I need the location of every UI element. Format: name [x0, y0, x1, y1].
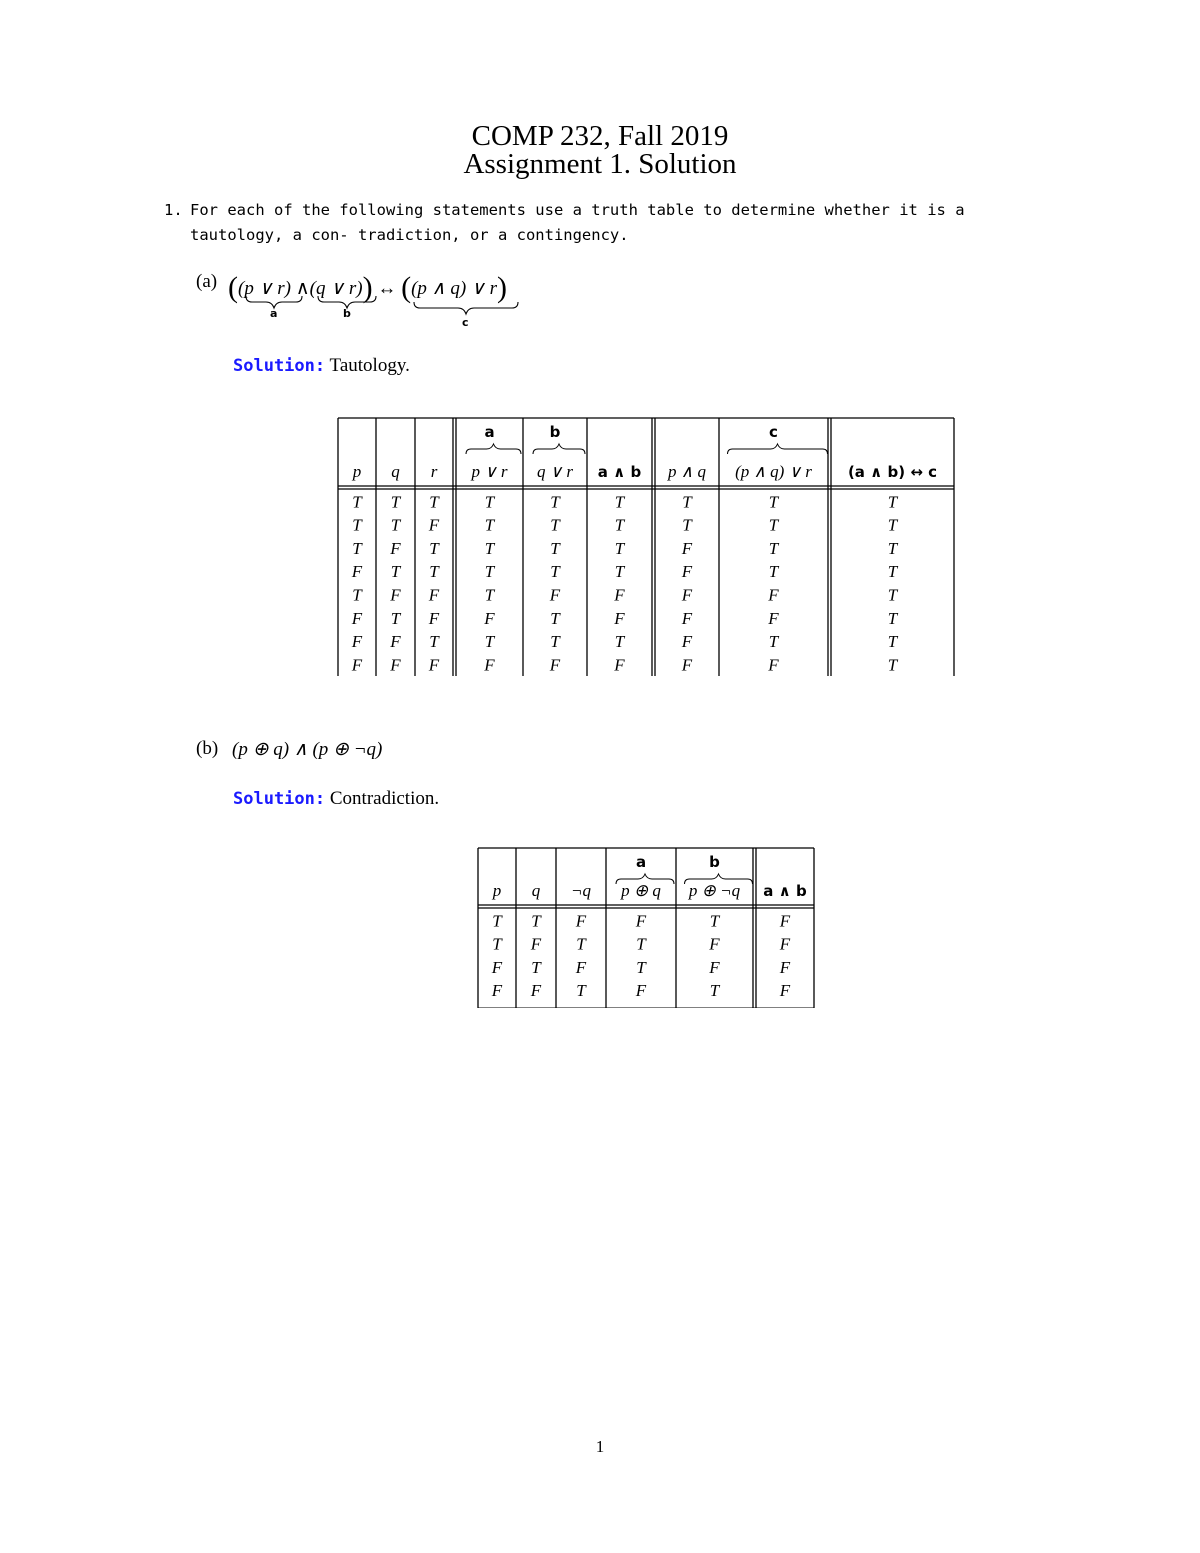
table-cell: F — [390, 655, 401, 675]
part-b-label: (b) — [196, 738, 219, 759]
table-cell: F — [768, 608, 779, 628]
brace-label-a: a — [270, 307, 278, 320]
table-cell: T — [636, 934, 646, 954]
table-cell: T — [576, 981, 586, 1001]
table-cell: T — [768, 515, 779, 535]
table-cell: F — [575, 911, 587, 931]
table-cell: F — [428, 608, 440, 628]
truth-table-a — [330, 410, 960, 676]
solution-text: Tautology. — [329, 355, 410, 376]
table-cell: T — [484, 538, 495, 558]
table-cell: F — [351, 632, 363, 652]
column-header: p ∨ r — [471, 462, 508, 481]
table-cell: T — [484, 632, 495, 652]
table-cell: T — [390, 492, 401, 512]
table-cell: T — [614, 632, 625, 652]
brace-label-b: b — [343, 307, 351, 320]
table-cell: F — [390, 585, 401, 605]
page-number: 1 — [595, 1437, 605, 1456]
column-header: r — [430, 462, 438, 481]
table-cell: T — [614, 538, 625, 558]
table-cell: T — [390, 608, 401, 628]
table-cell: T — [429, 538, 439, 558]
table-cell: F — [681, 632, 693, 652]
table-cell: F — [530, 934, 542, 954]
table-cell: F — [681, 655, 693, 675]
part-b-expression: (p ⊕ q) ∧ (p ⊕ ¬q) — [232, 739, 383, 760]
table-cell: T — [550, 538, 560, 558]
solution-text: Contradiction. — [329, 788, 440, 809]
table-cell: F — [681, 585, 693, 605]
table-cell: T — [352, 585, 362, 605]
brace-label-c: c — [462, 316, 469, 329]
expr-iff: ↔ — [377, 278, 397, 299]
table-cell: F — [709, 934, 720, 954]
table-cell: F — [390, 632, 401, 652]
column-header: ¬q — [571, 881, 591, 900]
column-group-label: c — [769, 423, 778, 441]
part-a-expression: ((p ∨ r) ∧(q ∨ r)) ↔ ((p ∧ q) ∨ r) — [228, 271, 507, 304]
table-cell: T — [887, 515, 898, 535]
table-cell: F — [768, 585, 779, 605]
table-cell: T — [352, 492, 362, 512]
table-cell: F — [681, 608, 693, 628]
part-b-solution — [233, 788, 439, 810]
table-cell: F — [779, 911, 791, 931]
table-cell: T — [531, 957, 541, 977]
column-group-label: b — [709, 853, 720, 871]
table-cell: T — [887, 562, 898, 582]
column-header: p ⊕ ¬q — [688, 881, 741, 900]
table-cell: F — [484, 655, 495, 675]
table-cell: F — [635, 911, 647, 931]
table-cell: F — [709, 957, 720, 977]
document-subtitle: Assignment 1. Solution — [463, 148, 737, 180]
column-group-label: b — [549, 423, 561, 441]
overbrace — [728, 444, 828, 454]
table-cell: F — [549, 655, 561, 675]
table-cell: F — [635, 981, 647, 1001]
table-cell: T — [492, 934, 502, 954]
table-cell: T — [887, 538, 898, 558]
table-cell: T — [768, 538, 779, 558]
part-a-solution — [233, 355, 410, 377]
table-cell: T — [768, 632, 779, 652]
table-cell: T — [390, 562, 401, 582]
problem-number: 1. — [164, 201, 183, 219]
table-cell: T — [429, 632, 439, 652]
table-cell: T — [550, 632, 560, 652]
part-a-label: (a) — [196, 271, 218, 292]
table-cell: T — [484, 515, 495, 535]
table-cell: T — [390, 515, 401, 535]
table-cell: T — [576, 934, 586, 954]
table-cell: F — [484, 608, 495, 628]
problem-statement: For each of the following statements use a truth table to determine whether it is a tautology, a con- tradiction, or a contingency. — [190, 201, 965, 244]
table-cell: T — [352, 538, 362, 558]
column-header: (a ∧ b) ↔ c — [847, 463, 938, 481]
table-cell: F — [779, 934, 791, 954]
solution-keyword: Solution: — [233, 356, 326, 376]
table-cell: T — [531, 911, 541, 931]
column-header: q — [531, 881, 541, 900]
table-cell: F — [351, 562, 363, 582]
table-cell: F — [614, 608, 625, 628]
part-a-underbraces — [0, 0, 1200, 340]
table-cell: F — [428, 515, 440, 535]
table-cell: F — [575, 957, 587, 977]
column-header: a ∧ b — [763, 882, 807, 900]
column-header: p — [352, 462, 362, 481]
table-cell: F — [779, 957, 791, 977]
table-cell: T — [484, 492, 495, 512]
table-cell: T — [682, 492, 692, 512]
solution-keyword: Solution: — [233, 789, 326, 809]
column-group-label: a — [484, 423, 495, 441]
table-cell: F — [768, 655, 779, 675]
table-cell: T — [429, 492, 439, 512]
table-cell: F — [491, 957, 503, 977]
table-cell: T — [768, 492, 779, 512]
column-group-label: a — [635, 853, 647, 871]
table-cell: T — [887, 608, 898, 628]
overbrace — [466, 444, 521, 454]
table-cell: T — [887, 632, 898, 652]
column-header: p — [492, 881, 502, 900]
expr-a: (p ∨ r) — [238, 278, 291, 299]
table-cell: T — [429, 562, 439, 582]
table-cell: F — [614, 655, 625, 675]
overbrace — [533, 444, 585, 454]
column-header: q — [391, 462, 400, 481]
table-cell: T — [682, 515, 692, 535]
table-cell: T — [550, 562, 560, 582]
document-title: COMP 232, Fall 2019 — [471, 120, 729, 152]
table-cell: T — [887, 492, 898, 512]
table-cell: T — [636, 957, 646, 977]
table-cell: F — [491, 981, 503, 1001]
table-cell: F — [549, 585, 561, 605]
table-cell: T — [768, 562, 779, 582]
table-cell: T — [887, 585, 898, 605]
table-cell: T — [887, 655, 898, 675]
column-header: a ∧ b — [597, 463, 642, 481]
table-cell: F — [428, 655, 440, 675]
table-cell: T — [352, 515, 362, 535]
table-cell: T — [614, 562, 625, 582]
table-cell: F — [779, 981, 791, 1001]
table-cell: T — [614, 515, 625, 535]
table-cell: F — [681, 562, 693, 582]
table-cell: T — [709, 981, 720, 1001]
expr-b: (q ∨ r) — [309, 278, 363, 299]
table-cell: T — [550, 492, 560, 512]
table-cell: T — [614, 492, 625, 512]
table-cell: F — [530, 981, 542, 1001]
column-header: p ⊕ q — [621, 881, 661, 900]
table-cell: F — [351, 655, 363, 675]
column-header: q ∨ r — [536, 462, 574, 481]
column-header: (p ∧ q) ∨ r — [735, 462, 812, 481]
table-cell: T — [550, 515, 560, 535]
table-cell: T — [492, 911, 502, 931]
table-cell: F — [681, 538, 693, 558]
table-cell: T — [484, 585, 495, 605]
table-cell: T — [550, 608, 560, 628]
table-cell: F — [614, 585, 625, 605]
expr-c: (p ∧ q) ∨ r — [411, 278, 497, 299]
table-cell: T — [709, 911, 720, 931]
truth-table-b — [470, 840, 822, 1008]
column-header: p ∧ q — [668, 462, 706, 481]
table-cell: T — [484, 562, 495, 582]
table-cell: F — [390, 538, 401, 558]
expr-and: ∧ — [295, 278, 310, 299]
table-cell: F — [428, 585, 440, 605]
table-cell: F — [351, 608, 363, 628]
